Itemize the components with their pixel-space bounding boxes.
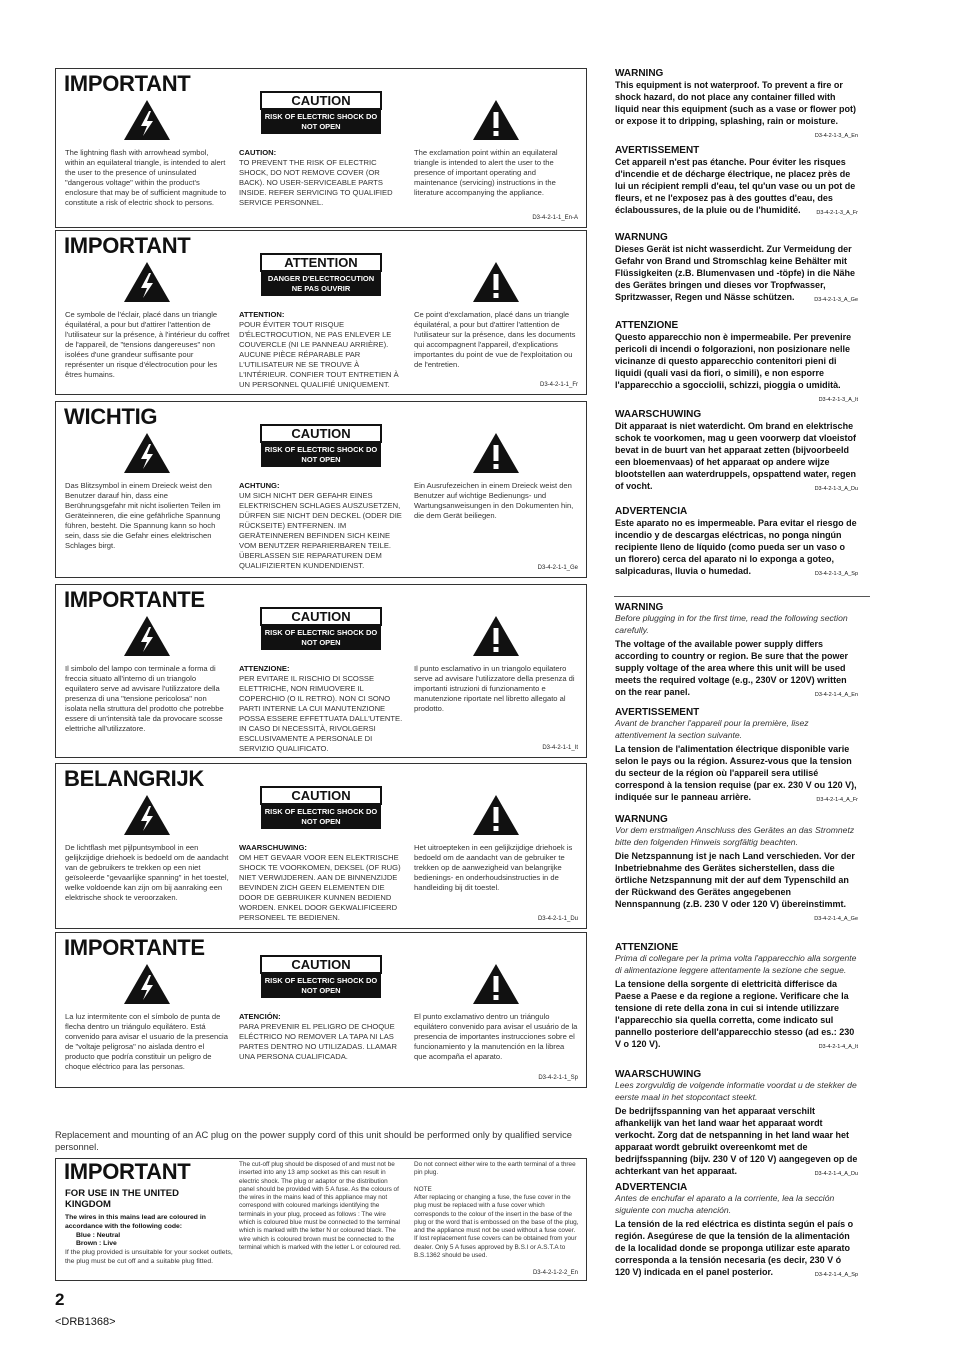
- warning-intro: Antes de enchufar el aparato a la corriente, lea la sección siguiente con mucha atención.: [615, 1193, 835, 1215]
- warning-heading: AVERTISSEMENT: [615, 707, 700, 718]
- warning-body: Este aparato no es impermeable. Para evitar el riesgo de incendio y de descargas eléctricas, no ponga ningún recipiente lleno de líquido (como pueda ser un vaso o un florero) cerca del aparato ni lo exponga a goteo, salpicaduras, lluvia o humedad.: [615, 518, 857, 576]
- warning-text: [615, 420, 858, 492]
- caution-statement-text: POUR ÉVITER TOUT RISQUE D'ÉLECTROCUTION, NE PAS ENLEVER LE COUVERCLE (NI LE PANNEAU ARRIÈRE). AUCUNE PIÈCE RÉPARABLE PAR L'UTILISATEUR NE SE TROUVE À L'INTÉRIEUR. CONFIER TOUT ENTRETIEN À UN PERSONNEL QUALIFIÉ UNIQUEMENT.: [239, 320, 399, 389]
- warning-heading: WAARSCHUWING: [615, 409, 702, 420]
- warning-entry: [615, 506, 858, 580]
- section-divider: [614, 596, 870, 597]
- document-code: D3-4-2-1-1_Sp: [538, 1075, 578, 1081]
- warning-code: D3-4-2-1-4_A_Fr: [816, 797, 858, 803]
- uk-plug-box: [55, 1158, 587, 1281]
- safety-box: [55, 230, 587, 395]
- warning-code: D3-4-2-1-4_A_En: [814, 692, 858, 698]
- uk-box-subtitle: FOR USE IN THE UNITED KINGDOM: [65, 1188, 180, 1210]
- uk-earth-terminal-text: Do not connect either wire to the earth terminal of a three pin plug.: [414, 1161, 576, 1177]
- warning-code: D3-4-2-1-4_A_Du: [814, 1171, 858, 1177]
- caution-statement-heading: CAUTION:: [239, 148, 277, 157]
- warning-heading: AVERTISSEMENT: [615, 145, 700, 156]
- warning-code: D3-4-2-1-4_A_Ge: [814, 916, 858, 922]
- exclamation-explanation: El punto exclamativo dentro un triángulo equilátero convenido para avisar el usuário de la presencia de importantes instrucciones sobre el funcionamiento y la manutención en la librea que acompaña el aparato.: [414, 1012, 578, 1061]
- lightning-explanation: Il simbolo del lampo con terminale a forma di freccia situato all'interno di un triangolo equilatero serve ad avvisare l'utilizzatore della presenza di una "tensione pericolosa" non isolata nella struttura del prodotto che potrebbe essere di un'intensità tale da provocare scosse elettriche all'utilizzatore.: [65, 664, 224, 733]
- warning-code: D3-4-2-1-3_A_En: [814, 133, 858, 139]
- warning-body: Questo apparecchio non è impermeabile. Per prevenire pericoli di incendi o folgorazioni, non posizionare nelle vicinanze di questo apparecchio contenitori pieni di liquidi (quali vasi da fiori, o simili), e non esporre l'apparecchio a sgocciolii, schizzi, pioggia o umidità.: [615, 332, 852, 390]
- plug-replacement-note: Replacement and mounting of an AC plug on the power supply cord of this unit should be performed only by qualified service personnel.: [55, 1129, 572, 1152]
- warning-heading: WARNING: [615, 68, 664, 79]
- exclamation-explanation: Het uitroepteken in een gelijkzijdige driehoek is bedoeld om de aandacht van de gebruiker te trekken op de aanwezigheid van belangrijke bedienings- en onderhoudsinstructies in de handleiding bij dit toestel.: [414, 843, 573, 892]
- exclamation-explanation: Ce point d'exclamation, placé dans un triangle équilatéral, a pour but d'attirer l'attention de l'utilisateur sur la présence, dans les documents qui accompagnent l'appareil, d'explications importantes du point de vue de l'exploitation ou de l'entretien.: [414, 310, 576, 369]
- warning-text: [615, 743, 858, 803]
- warning-heading: WARNING: [615, 602, 664, 613]
- warning-body: Cet appareil n'est pas étanche. Pour éviter les risques d'incendie et de décharge électrique, ne placez près de lui un récipient rempli d'eau, tel qu'un vase ou un pot de fleurs, et ne l'exposez pas à des gouttes d'eau, des éclaboussures, de la pluie ou de l'humidité.: [615, 157, 856, 215]
- warning-text: [615, 978, 858, 1050]
- warning-intro: Before plugging in for the first time, read the following section carefully.: [615, 613, 848, 635]
- warning-heading: WARNUNG: [615, 232, 668, 243]
- warning-entry: [615, 1182, 858, 1281]
- warning-entry: [615, 68, 858, 142]
- caution-label-heading: CAUTION: [260, 424, 382, 443]
- warning-entry: [615, 409, 858, 495]
- document-code: D3-4-2-1-1_Fr: [539, 382, 578, 388]
- warning-text: [615, 243, 858, 303]
- warning-text: [615, 1105, 858, 1177]
- exclamation-explanation: Il punto esclamativo in un triangolo equilatero serve ad avvisare l'utilizzatore della presenza di importanti istruzioni di funzionamento e manutenzione riportate nel libretto allegato al prodotto.: [414, 664, 575, 713]
- warning-entry: [615, 232, 858, 306]
- warning-entry: [615, 602, 858, 701]
- caution-label: [261, 425, 381, 467]
- caution-label-heading: CAUTION: [260, 91, 382, 110]
- caution-statement-text: UM SICH NICHT DER GEFAHR EINES ELEKTRISCHEN SCHLAGES AUSZUSETZEN, DÜRFEN SIE NICHT DEN DECKEL (ODER DIE RÜCKSEITE) ENTFERNEN. IM GERÄTEINNEREN BEFINDEN SICH KEINE VOM BENUTZER REPARIERBAREN TEILE. ÜBERLASSEN SIE REPARATUREN DEM QUALIFIZIERTEN KUNDENDIENST.: [239, 491, 402, 570]
- caution-label-subtext: RISK OF ELECTRIC SHOCK DO NOT OPEN: [264, 976, 378, 995]
- caution-statement: [239, 843, 404, 923]
- warning-body: Dieses Gerät ist nicht wasserdicht. Zur Vermeidung der Gefahr von Brand und Stromschlag keine Behälter mit Flüssigkeiten (z.B. Blumenvasen und -töpfe) in die Nähe des Gerätes bringen und dieses vor Tropfwasser, Spritzwasser, Regen und Nässe schützen.: [615, 244, 856, 302]
- caution-label-heading: CAUTION: [260, 607, 382, 626]
- lightning-triangle-icon: [123, 432, 171, 474]
- lightning-explanation: De lichtflash met pijlpuntsymbool in een gelijkzijdige driehoek is bedoeld om de aandacht van de gebruikers te trekken op een niet geïsoleerde "gevaarlijke spanning" in het toestel, welke voldoende kan zijn om bij aanraking een elektrische shock te veroorzaken.: [65, 843, 229, 902]
- uk-fuse-cover-text: After replacing or changing a fuse, the fuse cover in the plug must be replaced with a fuse cover which corresponds to the colour of the insert in the base of the plug or the word that is embossed on the base of the plug, and the appliance must not be used without a fuse cover. If lost replacement fuse covers can be obtained from your dealer. Only 5 A fuses approved by B.S.I or A.S.T.A to B.S.1362 should be used.: [414, 1194, 579, 1260]
- uk-unsuitable-plug-text: If the plug provided is unsuitable for your socket outlets, the plug must be cut off and a suitable plug fitted.: [65, 1249, 233, 1265]
- warning-heading: ADVERTENCIA: [615, 1182, 688, 1193]
- box-title: IMPORTANT: [64, 71, 191, 96]
- safety-box: [55, 401, 587, 578]
- warning-text: [615, 1218, 858, 1278]
- caution-label: [261, 608, 381, 650]
- warning-heading: ATTENZIONE: [615, 320, 679, 331]
- warning-intro: Prima di collegare per la prima volta l'apparecchio alla sorgente di alimentazione leggere attentamente la sezione che segue.: [615, 953, 857, 975]
- warning-body: Die Netzspannung ist je nach Land verschieden. Vor der Inbetriebnahme des Gerätes sicherstellen, dass die örtliche Netzspannung mit der auf dem Typenschild an der Rückwand des Gerätes angegebenen Nennspannung (z.B. 230 V oder 120 V) übereinstimmt.: [615, 851, 855, 909]
- warning-text: [615, 79, 858, 139]
- uk-document-code: D3-4-2-1-2-2_En: [532, 1270, 578, 1276]
- caution-statement-text: PARA PREVENIR EL PELIGRO DE CHOQUE ELÉCTRICO NO REMOVER LA TAPA NI LAS PARTES DENTRO NO UTILIZADAS. LLAMAR UNA PERSONA CUALIFICADA.: [239, 1022, 397, 1061]
- warning-body: Dit apparaat is niet waterdicht. Om brand en elektrische schok te voorkomen, mag u geen voorwerp dat vloeistof bevat in de buurt van het apparaat zetten (bijvoorbeeld een bloemenvaas) of het apparaat op andere wijze blootstellen aan waterdruppels, opspattend water, regen of vocht.: [615, 421, 857, 491]
- warning-heading: ADVERTENCIA: [615, 506, 688, 517]
- caution-label: [261, 254, 381, 296]
- warning-body: La tensione della sorgente di elettricità differisce da Paese a Paese e da regione a regione. Verificare che la tensione di rete della zona in cui si intende utilizzare l'apparecchio sia quella corretta, come indicato sul pannello posteriore dell'apparecchio stesso (ad es.: 230 V o 120 V).: [615, 979, 855, 1049]
- lightning-triangle-icon: [123, 963, 171, 1005]
- caution-statement: [239, 481, 404, 571]
- caution-label: [261, 956, 381, 998]
- warning-body: The voltage of the available power supply differs according to country or region. Be sure that the power supply voltage of the area where this unit will be used meets the required voltage (e.g., 230V or 120V) written on the rear panel.: [615, 639, 849, 697]
- warning-body: La tension de l'alimentation électrique disponible varie selon le pays ou la région. Assurez-vous que la tension du secteur de la région où l'appareil sera utilisé correspond à la tension requise (par ex. 230 V ou 120 V), indiquée sur le panneau arrière.: [615, 744, 857, 802]
- caution-label-subtext: DANGER D'ELECTROCUTION NE PAS OUVRIR: [267, 274, 375, 293]
- warning-body: De bedrijfsspanning van het apparaat verschilt afhankelijk van het land waar het apparaat wordt verkocht. Zorg dat de netspanning in het land waar het apparaat wordt gebruikt overeenkomt met de bedrijfsspanning (bijv. 230 V of 120 V) aangegeven op de achterkant van het apparaat.: [615, 1106, 858, 1176]
- warning-text: [615, 850, 858, 922]
- caution-statement: [239, 310, 404, 390]
- caution-statement-heading: ATTENZIONE:: [239, 664, 290, 673]
- document-code: D3-4-2-1-1_En-A: [532, 215, 578, 221]
- lightning-triangle-icon: [123, 261, 171, 303]
- lightning-explanation: The lightning flash with arrowhead symbol, within an equilateral triangle, is intended to alert the user to the presence of uninsulated "dangerous voltage" within the product's enclosure that may be of sufficient magnitude to constitute a risk of electric shock to persons.: [65, 148, 227, 207]
- uk-note-heading: NOTE: [414, 1186, 432, 1193]
- lightning-triangle-icon: [123, 794, 171, 836]
- warning-code: D3-4-2-1-3_A_Fr: [816, 210, 858, 216]
- warning-code: D3-4-2-1-3_A_Ge: [814, 297, 858, 303]
- exclamation-explanation: The exclamation point within an equilateral triangle is intended to alert the user to the presence of important operating and maintenance (servicing) instructions in the literature accompanying the appliance.: [414, 148, 558, 197]
- lightning-explanation: La luz intermitente con el símbolo de punta de flecha dentro un triángulo equilátero. Está convenido para avisar el usuario de la presencia de "voltaje peligrosa" no aislada dentro el producto que podría constituir un peligro de choque eléctrico para las personas.: [65, 1012, 228, 1071]
- exclamation-explanation: Ein Ausrufezeichen in einem Dreieck weist den Benutzer auf wichtige Bedienungs- und Wartungsanweisungen in den Dokumenten hin, die dem Gerät beiliegen.: [414, 481, 574, 520]
- warning-entry: [615, 145, 858, 219]
- safety-box: [55, 68, 587, 228]
- wire-blue: Blue : Neutral: [76, 1232, 121, 1239]
- box-title: IMPORTANTE: [64, 587, 205, 612]
- warning-entry: [615, 814, 858, 925]
- caution-statement-heading: WAARSCHUWING:: [239, 843, 307, 852]
- exclamation-triangle-icon: [472, 963, 520, 1005]
- caution-label-subtext: RISK OF ELECTRIC SHOCK DO NOT OPEN: [264, 807, 378, 826]
- warning-text: [615, 638, 858, 698]
- warning-intro: Vor dem erstmaligen Anschluss des Gerätes an das Stromnetz bitte den folgenden Hinweis sorgfältig beachten.: [615, 825, 855, 847]
- page-number: 2: [55, 1290, 65, 1309]
- warning-code: D3-4-2-1-4_A_Sp: [814, 1272, 858, 1278]
- warning-code: D3-4-2-1-3_A_It: [818, 397, 858, 403]
- warning-body: This equipment is not waterproof. To prevent a fire or shock hazard, do not place any container filled with liquid near this equipment (such as a vase or flower pot) or expose it to dripping, splashing, rain or moisture.: [615, 80, 857, 126]
- warning-text: [615, 517, 858, 577]
- warning-heading: ATTENZIONE: [615, 942, 679, 953]
- caution-label: [261, 92, 381, 134]
- safety-box: [55, 932, 587, 1088]
- caution-label-heading: CAUTION: [260, 955, 382, 974]
- box-title: BELANGRIJK: [64, 766, 205, 791]
- warning-code: D3-4-2-1-3_A_Sp: [814, 571, 858, 577]
- wire-brown: Brown : Live: [76, 1240, 117, 1247]
- safety-box: [55, 763, 587, 929]
- exclamation-triangle-icon: [472, 615, 520, 657]
- uk-box-title: IMPORTANT: [64, 1159, 191, 1184]
- lightning-explanation: Das Blitzsymbol in einem Dreieck weist den Benutzer darauf hin, dass eine Berührungsgefahr mit nicht isolierten Teilen im Geräteinneren, die eine gefährliche Spannung führen, besteht. Die Spannung kann so hoch sein, dass sie die Gefahr eines elektrischen Schlages birgt.: [65, 481, 221, 550]
- caution-label-heading: CAUTION: [260, 786, 382, 805]
- warning-intro: Lees zorgvuldig de volgende informatie voordat u de stekker de eerste maal in het stopcontact steekt.: [615, 1080, 857, 1102]
- caution-label-subtext: RISK OF ELECTRIC SHOCK DO NOT OPEN: [264, 445, 378, 464]
- caution-label: [261, 787, 381, 829]
- caution-statement: [239, 1012, 404, 1062]
- wires-colour-heading: The wires in this mains lead are coloured in accordance with the following code:: [65, 1214, 206, 1230]
- caution-statement-text: TO PREVENT THE RISK OF ELECTRIC SHOCK, DO NOT REMOVE COVER (OR BACK). NO USER-SERVICEABLE PARTS INSIDE. REFER SERVICING TO QUALIFIED SERVICE PERSONNEL.: [239, 158, 393, 207]
- caution-label-heading: ATTENTION: [260, 253, 382, 272]
- warning-entry: [615, 320, 858, 406]
- caution-label-subtext: RISK OF ELECTRIC SHOCK DO NOT OPEN: [264, 112, 378, 131]
- exclamation-triangle-icon: [472, 99, 520, 141]
- warning-body: La tensión de la red eléctrica es distinta según el país o región. Asegúrese de que la tensión de la alimentación de la localidad donde se proponga utilizar este aparato corresponda a la tensión necesaria (es decir, 230 V ó 120 V) indicada en el panel posterior.: [615, 1219, 854, 1277]
- lightning-explanation: Ce symbole de l'éclair, placé dans un triangle équilatéral, a pour but d'attirer l'attention de l'utilisateur sur la présence, à l'intérieur du coffret de l'appareil, de "tensions dangereuses" non isolées d'une grandeur suffisante pour représenter un risque d'électrocution pour les êtres humains.: [65, 310, 230, 379]
- document-code: D3-4-2-1-1_Ge: [537, 565, 578, 571]
- warning-intro: Avant de brancher l'appareil pour la première, lisez attentivement la section suivante.: [615, 718, 809, 740]
- caution-statement-text: OM HET GEVAAR VOOR EEN ELEKTRISCHE SHOCK TE VOORKOMEN, DEKSEL (OF RUG) NIET VERWIJDEREN. AAN DE BINNENZIJDE BEVINDEN ZICH GEEN ELEMENTEN DIE DOOR DE GEBRUIKER KUNNEN BEDIEND WORDEN. ENKEL DOOR GEKWALIFICEERD PERSONEEL TE BEDIENEN.: [239, 853, 401, 922]
- warning-heading: WARNUNG: [615, 814, 668, 825]
- warning-text: [615, 331, 858, 403]
- document-code: D3-4-2-1-1_Du: [537, 916, 578, 922]
- box-title: IMPORTANTE: [64, 935, 205, 960]
- caution-statement-heading: ATENCIÓN:: [239, 1012, 281, 1021]
- uk-cutoff-plug-text: The cut-off plug should be disposed of and must not be inserted into any 13 amp socket as this can result in electric shock. The plug or adaptor or the distribution panel should be provided with 5 A fuse. As the colours of the wires in the mains lead of this appliance may not correspond with coloured markings identifying the terminals in your plug, proceed as follows : The wire which is coloured blue must be connected to the terminal which is marked with the letter N or coloured black. The wire which is coloured brown must be connected to the terminal which is marked with the letter L or coloured red.: [239, 1161, 401, 1251]
- box-title: IMPORTANT: [64, 233, 191, 258]
- safety-box: [55, 584, 587, 758]
- document-code: D3-4-2-1-1_It: [542, 745, 578, 751]
- warning-code: D3-4-2-1-3_A_Du: [814, 486, 858, 492]
- caution-statement-heading: ACHTUNG:: [239, 481, 280, 490]
- exclamation-triangle-icon: [472, 794, 520, 836]
- box-title: WICHTIG: [64, 404, 158, 429]
- warning-heading: WAARSCHUWING: [615, 1069, 702, 1080]
- caution-statement-text: PER EVITARE IL RISCHIO DI SCOSSE ELETTRICHE, NON RIMUOVERE IL COPERCHIO (O IL RETRO). NON CI SONO PARTI INTERNE LA CUI MANUTENZIONE POSSA ESSERE EFFETTUATA DALL'UTENTE. IN CASO DI NECESSITÀ, RIVOLGERSI ESCLUSIVAMENTE A PERSONALE DI SERVIZIO QUALIFICATO.: [239, 674, 403, 753]
- caution-statement-heading: ATTENTION:: [239, 310, 285, 319]
- exclamation-triangle-icon: [472, 432, 520, 474]
- caution-label-subtext: RISK OF ELECTRIC SHOCK DO NOT OPEN: [264, 628, 378, 647]
- warning-text: [615, 156, 858, 216]
- exclamation-triangle-icon: [472, 261, 520, 303]
- caution-statement: [239, 148, 404, 208]
- warning-entry: [615, 1069, 858, 1180]
- caution-statement: [239, 664, 404, 754]
- model-number: <DRB1368>: [55, 1316, 116, 1328]
- lightning-triangle-icon: [123, 615, 171, 657]
- lightning-triangle-icon: [123, 99, 171, 141]
- warning-entry: [615, 942, 858, 1053]
- warning-code: D3-4-2-1-4_A_It: [818, 1044, 858, 1050]
- warning-entry: [615, 707, 858, 806]
